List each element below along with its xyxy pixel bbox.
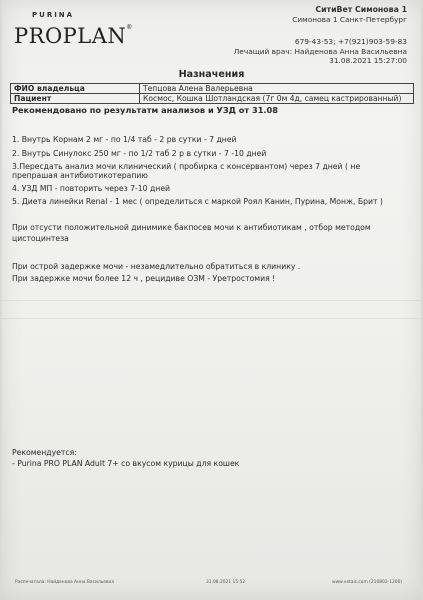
recommended-label: Рекомендуется:	[12, 448, 77, 457]
purina-logo-text: PURINA	[32, 11, 75, 19]
prescription-item: 2. Внутрь Синулокс 250 мг - по 1/2 таб 2 р в сутки - 7 -10 дней	[12, 149, 267, 158]
warning-line: При задержке мочи более 12 ч , рецидиве ОЗМ - Уретростомия !	[12, 274, 276, 283]
clinic-name: СитиВет Симонова 1	[315, 5, 407, 14]
proplan-logo-text: PROPLAN	[14, 24, 127, 48]
clinic-phones: 679-43-53; +7(921)903-59-83	[294, 37, 407, 46]
patient-label: Пациент	[11, 94, 140, 104]
print-streak	[2, 318, 421, 319]
prescription-item: 4. УЗД МП - повторить через 7-10 дней	[12, 184, 171, 193]
note-line: При отсусти положительной динимике бакпосев мочи к антибиотикам , отбор методом	[12, 223, 371, 232]
print-streak	[2, 300, 421, 301]
proplan-logo	[14, 24, 133, 48]
registered-mark: ®	[126, 24, 133, 31]
document-datetime: 31.08.2021 15:27:00	[329, 56, 407, 65]
owner-value: Тепцова Алена Валерьевна	[140, 84, 414, 94]
warning-line: При острой задержке мочи - незамедлительно обратиться в клинику .	[12, 262, 301, 271]
prescription-item-continued: препрашая антибиотикотерапию	[12, 171, 148, 180]
attending-doctor: Лечащий врач: Найденова Анна Васильевна	[233, 47, 407, 56]
footer-print-date: 31.08.2021 15:52	[206, 580, 246, 585]
recommended-food: - Purina PRO PLAN Adult 7+ со вкусом курицы для кошек	[12, 459, 240, 468]
prescription-item: 5. Диета линейки Renal - 1 мес ( определиться с маркой Роял Канин, Пурина, Монж, Брит )	[12, 197, 383, 206]
footer-software: www.vetais.com (210802-1200)	[332, 580, 403, 585]
prescription-item: 1. Внутрь Корнам 2 мг - по 1/4 таб - 2 рв сутки - 7 дней	[12, 135, 237, 144]
document-page	[2, 0, 421, 600]
table-row	[11, 94, 414, 104]
clinic-address: Симонова 1 Санкт-Петербург	[292, 15, 407, 24]
owner-label: ФИО владельца	[11, 84, 140, 94]
document-title: Назначения	[178, 69, 245, 80]
table-row	[11, 84, 414, 94]
patient-value: Космос, Кошка Шотландская (7г 0м 4д, самец кастрированный)	[140, 94, 414, 104]
footer-printed-by: Распечатала: Найденова Анна Васильевна	[15, 580, 115, 585]
owner-patient-table	[10, 83, 414, 104]
note-line: цистоцинтеза	[12, 234, 69, 243]
prescription-item: 3.Пересдать анализ мочи клинический ( пробирка с консервантом) через 7 дней ( не	[12, 162, 361, 171]
recommendations-header: Рекомендовано по результатм анализов и УЗД от 31.08	[12, 105, 278, 115]
